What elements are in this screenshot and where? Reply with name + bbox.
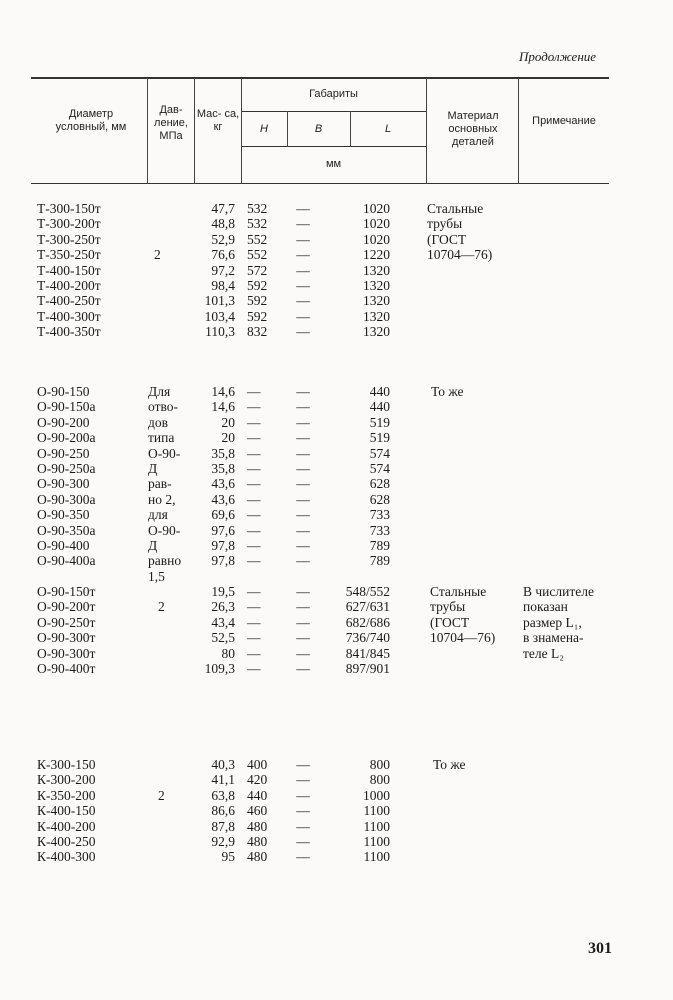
row-b: — (296, 772, 310, 788)
row-b: — (296, 630, 310, 646)
row-l: 1320 (363, 278, 390, 293)
page-number: 301 (588, 940, 612, 957)
row-h: — (247, 507, 261, 523)
row-name: О-90-350 (37, 507, 90, 523)
header-material: Материал основных деталей (447, 110, 499, 148)
row-name: О-90-200 (37, 414, 90, 430)
row-l: 628 (369, 476, 390, 492)
row-h: — (247, 630, 261, 646)
row-name: Т-300-250т (37, 231, 101, 247)
row-name: К-300-150 (37, 757, 96, 772)
group-ot-note (523, 584, 594, 661)
row-name: Т-400-200т (37, 278, 101, 293)
group-o-pressure-line: О-90- (148, 522, 181, 538)
row-l: 1220 (363, 247, 390, 263)
group-ot-note-line-5: теле L₂ (523, 645, 564, 661)
group-t-material (427, 201, 492, 263)
row-b: — (296, 757, 310, 772)
row-b: — (296, 538, 310, 553)
row-b: — (296, 522, 310, 538)
row-h: 480 (247, 849, 268, 865)
row-b: — (296, 293, 310, 309)
row-l: 1320 (363, 262, 390, 278)
group-o-material: То же (431, 384, 464, 399)
header-bottom-rule (31, 183, 609, 184)
row-b: — (296, 834, 310, 849)
row-mass: 69,6 (211, 507, 235, 523)
row-mass: 97,2 (211, 262, 235, 278)
group-o-pressure-line: 1,5 (148, 568, 165, 584)
row-l: 733 (369, 522, 390, 538)
row-h: 592 (247, 308, 268, 324)
row-h: — (247, 645, 261, 661)
row-b: — (296, 491, 310, 507)
row-name: О-90-400т (37, 661, 96, 676)
row-mass: 63,8 (211, 787, 235, 803)
row-name: К-400-200 (37, 818, 96, 834)
group-o-pressure-line: О-90- (148, 445, 181, 461)
row-mass: 87,8 (211, 818, 235, 834)
row-mass: 86,6 (211, 803, 235, 819)
row-h: — (247, 599, 261, 615)
row-name: О-90-200т (37, 599, 96, 615)
group-ot-note-line-3: размер L₁, (523, 614, 582, 630)
group-t-pressure: 2 (154, 247, 161, 262)
row-b: — (296, 787, 310, 803)
group-ot-note-line-4: в знамена- (523, 630, 584, 646)
row-b: — (296, 384, 310, 399)
row-mass: 52,5 (211, 630, 235, 646)
row-l: 1320 (363, 308, 390, 324)
row-l: 1100 (363, 849, 390, 865)
row-mass: 97,6 (211, 522, 235, 538)
row-b: — (296, 414, 310, 430)
group-t-material-line-3: (ГОСТ (427, 231, 467, 247)
row-b: — (296, 308, 310, 324)
row-l: 1320 (363, 293, 390, 309)
group-o-pressure-line: Д (148, 461, 158, 477)
row-l: 789 (369, 553, 390, 569)
row-name: Т-400-250т (37, 293, 101, 309)
row-l: 897/901 (345, 661, 390, 676)
row-name: О-90-300т (37, 630, 96, 646)
group-ot-note-line-1: В числителе (523, 584, 594, 599)
row-l: 1320 (363, 324, 390, 340)
row-name: Т-350-250т (37, 247, 101, 263)
row-mass: 109,3 (204, 661, 235, 676)
group-ot-material-line-4: 10704—76) (430, 630, 496, 646)
row-name: О-90-150 (37, 384, 90, 399)
row-name: О-90-250а (37, 461, 96, 476)
row-mass: 35,8 (211, 445, 235, 461)
row-mass: 98,4 (211, 278, 235, 293)
group-o-pressure-line: типа (148, 430, 175, 446)
row-mass: 43,4 (211, 614, 235, 630)
row-b: — (296, 661, 310, 676)
row-l: 800 (369, 757, 390, 772)
row-mass: 92,9 (211, 834, 235, 849)
row-h: 480 (247, 818, 268, 834)
row-h: 532 (247, 216, 268, 232)
row-l: 519 (369, 414, 390, 430)
row-b: — (296, 445, 310, 461)
row-name: О-90-350а (37, 522, 96, 538)
subheader-rule (241, 146, 426, 147)
row-name: К-350-200 (37, 787, 96, 803)
row-name: О-90-400 (37, 538, 90, 553)
row-h: — (247, 522, 261, 538)
row-l: 548/552 (345, 584, 390, 599)
group-o-pressure-line: Д (148, 538, 158, 554)
row-mass: 43,6 (211, 491, 235, 507)
row-h: — (247, 414, 261, 430)
header-pressure: Дав- ление, МПа (154, 104, 188, 142)
row-b: — (296, 849, 310, 865)
row-h: — (247, 584, 261, 599)
group-k-pressure: 2 (158, 788, 165, 803)
row-name: Т-400-300т (37, 308, 101, 324)
row-mass: 103,4 (204, 308, 235, 324)
row-name: О-90-300т (37, 645, 96, 661)
row-name: О-90-150т (37, 584, 96, 599)
row-name: О-90-250 (37, 445, 90, 461)
row-mass: 52,9 (211, 231, 235, 247)
row-h: 552 (247, 247, 268, 263)
row-mass: 20 (221, 414, 235, 430)
header-mass: Мас- са, кг (196, 108, 240, 133)
row-h: — (247, 661, 261, 676)
row-name: Т-300-200т (37, 216, 101, 232)
row-b: — (296, 262, 310, 278)
row-h: 592 (247, 278, 268, 293)
row-l: 519 (369, 430, 390, 446)
row-b: — (296, 818, 310, 834)
row-name: К-400-250 (37, 834, 96, 849)
row-name: К-400-150 (37, 803, 96, 819)
row-l: 440 (369, 384, 390, 399)
row-h: 480 (247, 834, 268, 849)
group-o-pressure-line: дов (148, 414, 168, 430)
row-b: — (296, 507, 310, 523)
row-mass: 26,3 (211, 599, 235, 615)
row-l: 1100 (363, 834, 390, 849)
row-h: 420 (247, 772, 268, 788)
row-mass: 14,6 (211, 399, 235, 415)
row-h: — (247, 538, 261, 553)
row-mass: 80 (221, 645, 235, 661)
row-b: — (296, 399, 310, 415)
row-mass: 76,6 (211, 247, 235, 263)
group-o-pressure-line: отво- (148, 399, 178, 415)
dimensions-rule (241, 111, 426, 112)
row-h: — (247, 491, 261, 507)
row-b: — (296, 584, 310, 599)
group-ot-material (430, 584, 495, 646)
row-b: — (296, 553, 310, 569)
row-h: 532 (247, 201, 268, 216)
row-mass: 95 (221, 849, 235, 865)
group-t-material-line-4: 10704—76) (427, 247, 493, 263)
row-h: — (247, 445, 261, 461)
row-b: — (296, 216, 310, 232)
row-l: 574 (369, 445, 390, 461)
group-k-material: То же (433, 757, 466, 772)
row-l: 1020 (363, 216, 390, 232)
row-name: К-300-200 (37, 772, 96, 788)
group-o-pressure (148, 384, 181, 584)
group-o-pressure-line: Для (148, 384, 171, 399)
row-l: 440 (369, 399, 390, 415)
row-name: К-400-300 (37, 849, 96, 865)
header-top-rule (31, 77, 609, 79)
row-l: 682/686 (345, 614, 390, 630)
row-h: — (247, 430, 261, 446)
row-mass: 19,5 (211, 584, 235, 599)
row-h: — (247, 476, 261, 492)
row-l: 736/740 (345, 630, 390, 646)
row-mass: 47,7 (211, 201, 235, 216)
row-name: О-90-150а (37, 399, 96, 415)
row-name: О-90-250т (37, 614, 96, 630)
row-b: — (296, 645, 310, 661)
row-b: — (296, 324, 310, 340)
header-h: H (260, 123, 268, 135)
row-mass: 97,8 (211, 553, 235, 569)
header-diameter: Диаметр условный, мм (55, 108, 127, 133)
group-ot-note-line-2: показан (523, 599, 568, 615)
row-l: 789 (369, 538, 390, 553)
row-l: 1100 (363, 803, 390, 819)
row-h: 400 (247, 757, 268, 772)
row-name: О-90-300 (37, 476, 90, 492)
row-h: 572 (247, 262, 268, 278)
row-l: 1100 (363, 818, 390, 834)
group-ot-pressure: 2 (158, 599, 165, 614)
row-l: 1000 (363, 787, 390, 803)
row-b: — (296, 476, 310, 492)
group-o-pressure-line: для (148, 507, 168, 523)
row-mass: 43,6 (211, 476, 235, 492)
row-mass: 41,1 (211, 772, 235, 788)
group-o-pressure-line: рав- (148, 476, 172, 492)
row-name: О-90-400а (37, 553, 96, 569)
row-l: 628 (369, 491, 390, 507)
row-mass: 20 (221, 430, 235, 446)
group-ot-material-line-3: (ГОСТ (430, 614, 470, 630)
header-note: Примечание (532, 115, 596, 127)
group-ot-material-line-2: трубы (430, 599, 466, 615)
header-unit: мм (325, 158, 342, 170)
row-b: — (296, 599, 310, 615)
group-o-pressure-line: равно (148, 553, 182, 569)
row-h: — (247, 553, 261, 569)
row-h: 552 (247, 231, 268, 247)
row-name: О-90-200а (37, 430, 96, 446)
row-l: 841/845 (345, 645, 390, 661)
header-l: L (384, 123, 392, 135)
row-h: 460 (247, 803, 268, 819)
row-mass: 40,3 (211, 757, 235, 772)
row-h: — (247, 614, 261, 630)
row-b: — (296, 247, 310, 263)
continuation-label: Продолжение (519, 49, 597, 64)
row-mass: 97,8 (211, 538, 235, 553)
group-t-material-line-2: трубы (427, 216, 463, 232)
row-mass: 101,3 (204, 293, 235, 309)
group-o-pressure-line: но 2, (148, 491, 176, 507)
row-h: 440 (247, 787, 268, 803)
row-b: — (296, 461, 310, 476)
row-l: 1020 (363, 201, 390, 216)
row-mass: 110,3 (205, 324, 235, 340)
group-t-material-line-1: Стальные (427, 201, 484, 216)
row-l: 627/631 (345, 599, 390, 615)
row-name: О-90-300а (37, 491, 96, 507)
row-b: — (296, 803, 310, 819)
row-b: — (296, 614, 310, 630)
row-name: Т-300-150т (37, 201, 101, 216)
row-l: 733 (369, 507, 390, 523)
row-l: 1020 (363, 231, 390, 247)
row-name: Т-400-350т (37, 324, 101, 340)
row-mass: 48,8 (211, 216, 235, 232)
col-divider-2 (194, 78, 195, 184)
row-h: 832 (247, 324, 268, 340)
header-dimensions: Габариты (309, 88, 358, 100)
header-b: B (314, 123, 323, 135)
row-l: 800 (369, 772, 390, 788)
row-h: — (247, 461, 261, 476)
row-b: — (296, 430, 310, 446)
row-b: — (296, 278, 310, 293)
col-divider-5 (518, 78, 519, 184)
row-name: Т-400-150т (37, 262, 101, 278)
row-l: 574 (369, 461, 390, 476)
row-mass: 35,8 (211, 461, 235, 476)
row-mass: 14,6 (211, 384, 235, 399)
row-h: — (247, 399, 261, 415)
col-divider-4 (426, 78, 427, 184)
row-b: — (296, 201, 310, 216)
group-ot-material-line-1: Стальные (430, 584, 487, 599)
row-b: — (296, 231, 310, 247)
row-h: — (247, 384, 261, 399)
row-h: 592 (247, 293, 268, 309)
